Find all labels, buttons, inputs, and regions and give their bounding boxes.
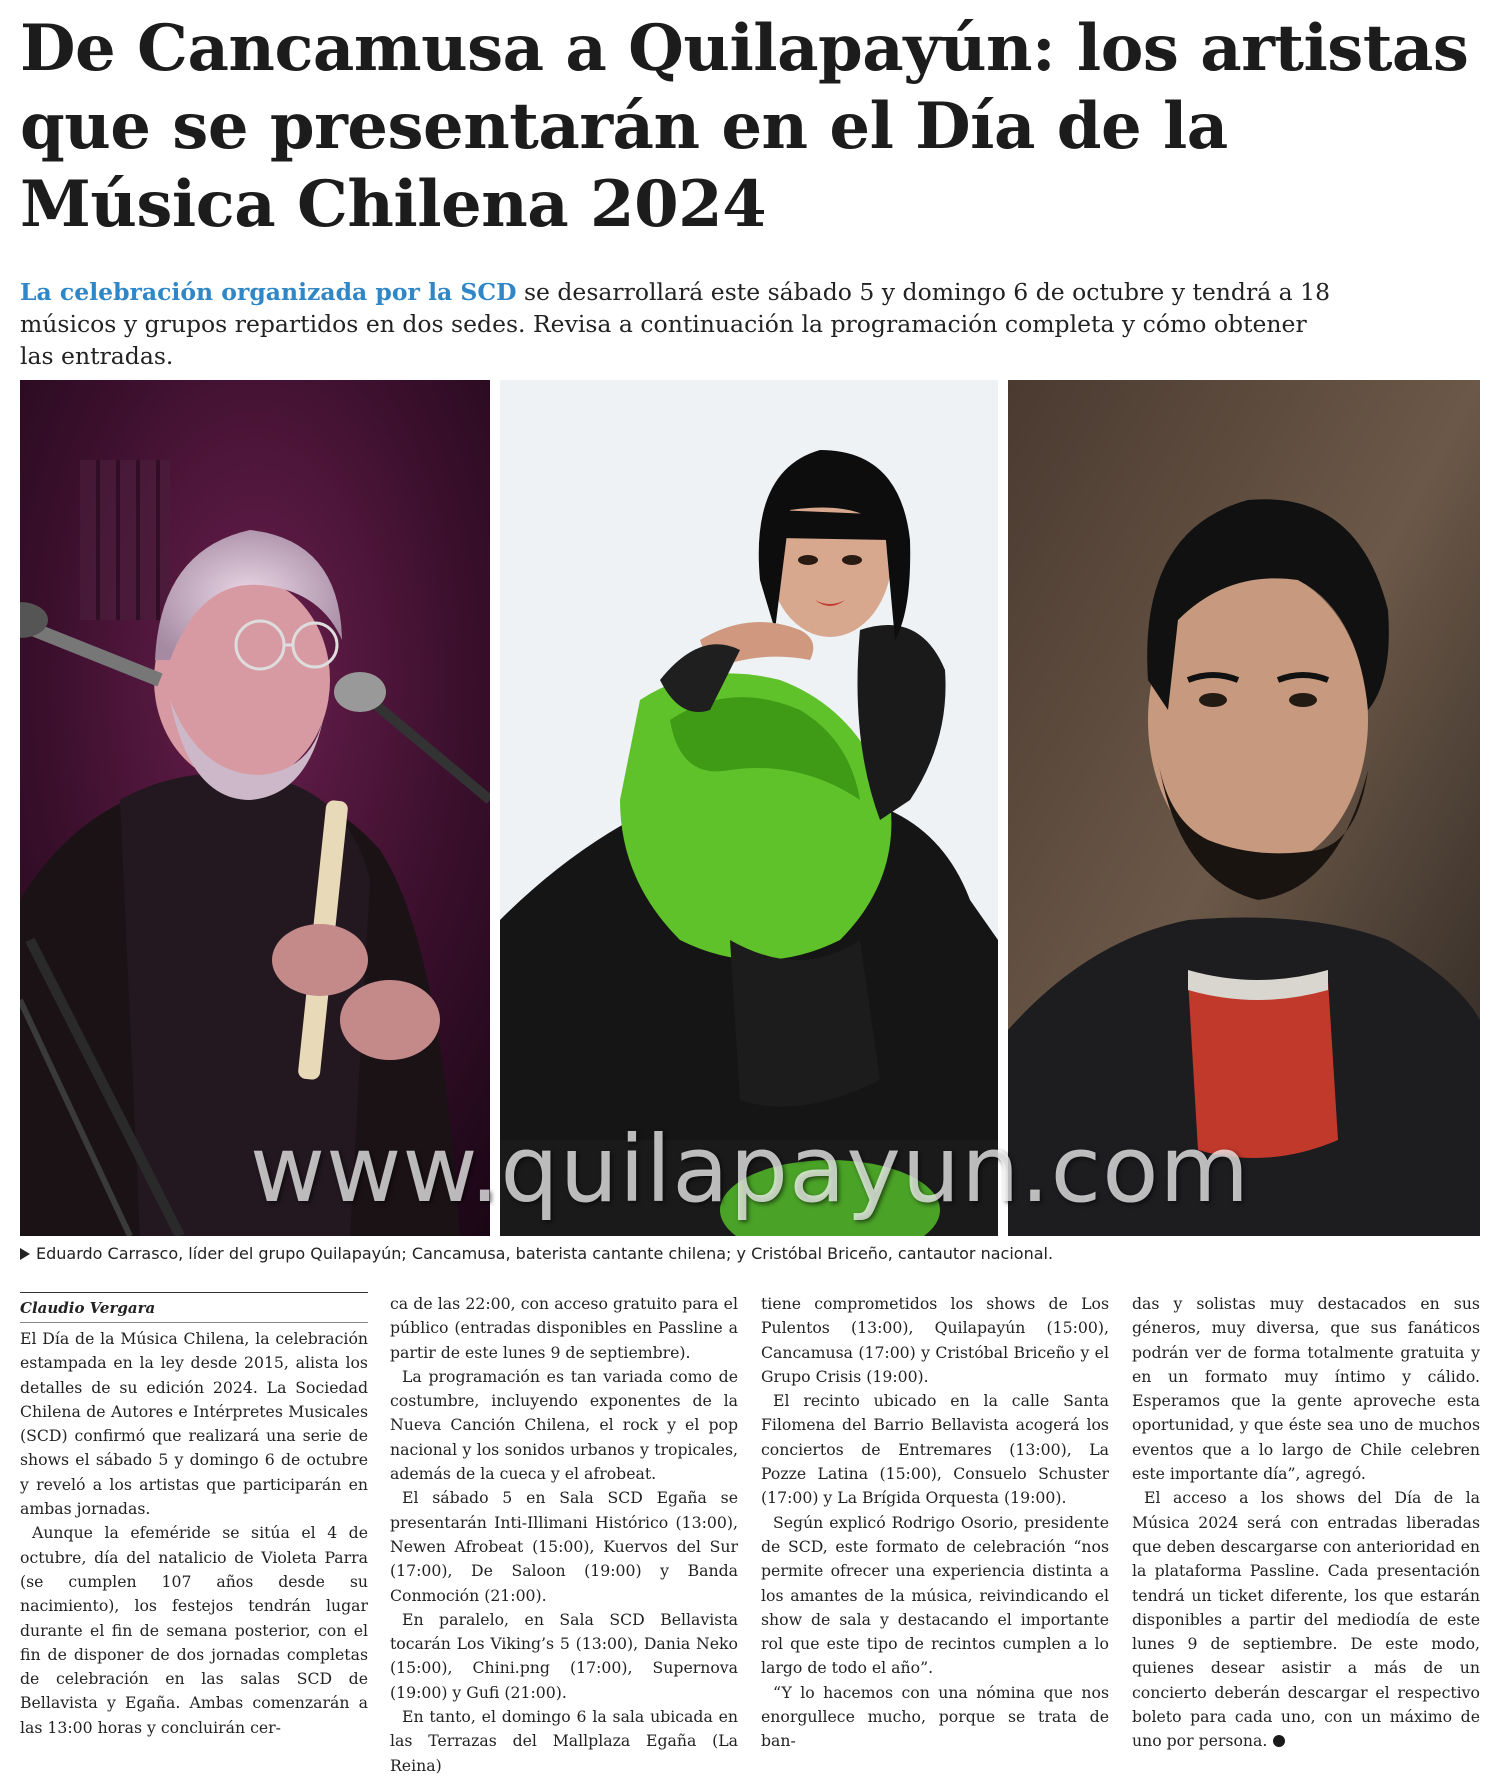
photo-cristobal-briceno	[1008, 380, 1480, 1236]
deck-lead[interactable]: La celebración organizada por la SCD	[20, 278, 517, 306]
paragraph: El Día de la Música Chilena, la celebración estampada en la ley desde 2015, alista los detalles de su edición 2024. La Sociedad Chilena de Autores e Intérpretes Musicales (SCD) confirmó que realizará una serie de shows el sábado 5 y domingo 6 de octubre y reveló a los artistas que participarán en ambas jornadas.	[20, 1329, 368, 1519]
byline-divider	[20, 1322, 368, 1323]
paragraph: El sábado 5 en Sala SCD Egaña se presentarán Inti-Illimani Histórico (13:00), Newen Afrobeat (15:00), Kuervos del Sur (17:00), De Saloon (19:00) y Banda Conmoción (21:00).	[390, 1488, 738, 1605]
article-headline: De Cancamusa a Quilapayún: los artistas que se presentarán en el Día de la Música Chilena 2024	[20, 11, 1469, 242]
photo-caption	[20, 1242, 1480, 1266]
watermark: www.quilapayun.com	[249, 1116, 1251, 1223]
article-column-1	[20, 1292, 368, 1740]
article-column-2	[390, 1292, 738, 1778]
paragraph: Según explicó Rodrigo Osorio, presidente de SCD, este formato de celebración “nos permite ofrecer una experiencia distinta a los amantes de la música, reivindicando el show de sala y destacando el importante rol que este tipo de recintos cumplen a lo largo de todo el año”.	[761, 1512, 1109, 1678]
paragraph: El recinto ubicado en la calle Santa Filomena del Barrio Bellavista acogerá los conciertos de Entremares (13:00), La Pozze Latina (15:00), Consuelo Schuster (17:00) y La Brígida Orquesta (19:00).	[761, 1391, 1109, 1508]
article-column-3	[761, 1292, 1109, 1754]
byline: Claudio Vergara	[20, 1292, 368, 1319]
paragraph: En tanto, el domingo 6 la sala ubicada en las Terrazas del Mallplaza Egaña (La Reina)	[390, 1707, 738, 1775]
article-deck	[20, 276, 1340, 372]
paragraph	[1132, 1486, 1480, 1753]
paragraph: das y solistas muy destacados en sus géneros, muy diversa, que sus fanáticos podrán ver de forma totalmente gratuita y en un formato muy íntimo y cálido. Esperamos que la gente aproveche esta oportunidad, y que éste sea uno de muchos eventos que a lo largo de Chile celebren este importante día”, agregó.	[1132, 1294, 1480, 1484]
end-mark-icon	[1273, 1735, 1285, 1747]
deck-text: se desarrollará este sábado 5 y domingo 6 de octubre y tendrá a 18 músicos y grupos repartidos en dos sedes. Revisa a continuación la programación completa y cómo obtener las entradas.	[20, 278, 1331, 370]
closing-paragraph-text: El acceso a los shows del Día de la Música 2024 será con entradas liberadas que deben descargarse con anterioridad en la plataforma Passline. Cada presentación tendrá un ticket diferente, los que estarán disponibles a partir del mediodía de este lunes 9 de septiembre. De este modo, quienes desear asistir a más de un concierto deberán descargar el respectivo boleto para cada uno, con un máximo de uno por persona.	[1132, 1488, 1480, 1751]
paragraph: tiene comprometidos los shows de Los Pulentos (13:00), Quilapayún (15:00), Cancamusa (17:00) y Cristóbal Briceño y el Grupo Crisis (19:00).	[761, 1294, 1109, 1386]
article-column-4	[1132, 1292, 1480, 1754]
paragraph: Aunque la efeméride se sitúa el 4 de octubre, día del natalicio de Violeta Parra (se cumplen 107 años desde su nacimiento), los festejos tendrán lugar durante el fin de semana posterior, con el fin de disponer de dos jornadas completas de celebración en las salas SCD de Bellavista y Egaña. Ambas comenzarán a las 13:00 horas y concluirán cer-	[20, 1523, 368, 1737]
paragraph: En paralelo, en Sala SCD Bellavista tocarán Los Viking’s 5 (13:00), Dania Neko (15:00), Chini.png (17:00), Supernova (19:00) y Gufi (21:00).	[390, 1609, 738, 1702]
caption-text: Eduardo Carrasco, líder del grupo Quilapayún; Cancamusa, baterista cantante chilena; y Cristóbal Briceño, cantautor nacional.	[36, 1244, 1054, 1263]
paragraph: “Y lo hacemos con una nómina que nos enorgullece mucho, porque se trata de ban-	[761, 1682, 1109, 1751]
photo-cancamusa	[500, 380, 998, 1236]
caption-arrow-icon	[20, 1248, 30, 1260]
paragraph: ca de las 22:00, con acceso gratuito para el público (entradas disponibles en Passline a partir de este lunes 9 de septiembre).	[390, 1294, 738, 1362]
photo-eduardo-carrasco	[20, 380, 490, 1236]
paragraph: La programación es tan variada como de costumbre, incluyendo exponentes de la Nueva Canción Chilena, el rock y el pop nacional y los sonidos urbanos y tropicales, además de la cueca y el afrobeat.	[390, 1366, 738, 1484]
